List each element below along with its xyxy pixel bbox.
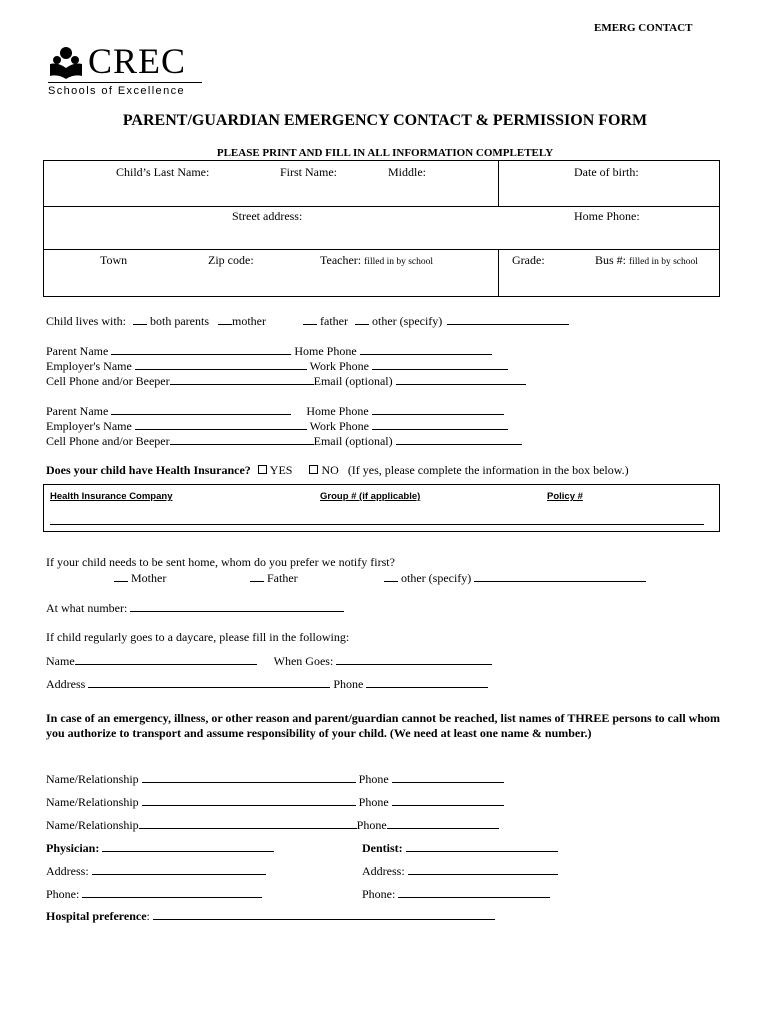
daycare-name-field[interactable] (75, 653, 257, 665)
daycare-address-label: Address (46, 677, 86, 691)
parent1-work-phone-field[interactable] (372, 358, 508, 370)
parent1-cell-label: Cell Phone and/or Beeper (46, 374, 170, 388)
child-last-name-label: Child’s Last Name: (116, 165, 210, 179)
physician-address-row (46, 863, 266, 879)
physician-label: Physician: (46, 841, 100, 855)
parent2-name-row (46, 403, 504, 419)
notify-number-row (46, 600, 344, 616)
town-label: Town (100, 253, 128, 267)
hospital-label: Hospital preference (46, 909, 147, 923)
child-middle-label: Middle: (388, 165, 426, 179)
contact-relationship-label: Name/Relationship (46, 772, 139, 786)
contact-relationship-field[interactable] (142, 794, 356, 806)
emergency-contact-row-2 (46, 794, 504, 810)
teacher-note: filled in by school (364, 257, 434, 267)
notify-father-blank[interactable] (250, 570, 264, 582)
form-instruction: PLEASE PRINT AND FILL IN ALL INFORMATION COMPLETELY (216, 147, 554, 159)
parent2-name-label: Parent Name (46, 404, 109, 418)
notify-number-label: At what number: (46, 601, 128, 615)
insurance-yes-checkbox[interactable] (258, 465, 267, 474)
logo-name: CREC (88, 41, 187, 81)
parent1-email-field[interactable] (396, 373, 526, 385)
row-divider (43, 206, 720, 207)
daycare-phone-field[interactable] (366, 676, 488, 688)
parent2-employer-label: Employer's Name (46, 419, 132, 433)
parent1-employer-label: Employer's Name (46, 359, 132, 373)
teacher-label (320, 253, 433, 268)
crec-logo (46, 41, 206, 104)
mother-blank[interactable] (218, 313, 232, 325)
parent2-email-field[interactable] (396, 433, 522, 445)
child-dob-label: Date of birth: (574, 165, 639, 179)
insurance-note: (If yes, please complete the information in the box below.) (347, 463, 629, 477)
notify-other-field[interactable] (474, 570, 646, 582)
insurance-question: Does your child have Health Insurance? (46, 463, 251, 477)
physician-phone-label: Phone: (46, 887, 80, 901)
parent1-name-label: Parent Name (46, 344, 109, 358)
insurance-no-checkbox[interactable] (309, 465, 318, 474)
notify-mother-label: Mother (131, 571, 167, 585)
parent1-name-row (46, 343, 492, 359)
home-phone-label: Home Phone: (574, 209, 640, 223)
emergency-contact-row-1 (46, 771, 504, 787)
dentist-label: Dentist: (362, 841, 403, 855)
physician-phone-row (46, 886, 262, 902)
insurance-policy-header: Policy # (547, 491, 583, 502)
hospital-row (46, 908, 495, 924)
parent2-name-field[interactable] (111, 403, 291, 415)
notify-other-option (384, 570, 646, 586)
hospital-colon: : (146, 909, 150, 923)
daycare-when-field[interactable] (336, 653, 492, 665)
insurance-no-label: NO (321, 463, 339, 477)
notify-father-option (250, 570, 298, 586)
logo-divider (48, 82, 202, 83)
lives-with-label: Child lives with: (46, 314, 127, 328)
dentist-phone-row (362, 886, 550, 902)
child-info-box (43, 160, 720, 297)
parent2-cell-row (46, 433, 522, 449)
dentist-address-label: Address: (362, 864, 405, 878)
parent2-cell-label: Cell Phone and/or Beeper (46, 434, 170, 448)
contact-phone-field[interactable] (392, 794, 504, 806)
daycare-name-row (46, 653, 492, 669)
dentist-phone-label: Phone: (362, 887, 396, 901)
child-first-name-label: First Name: (280, 165, 337, 179)
reader-icon (48, 46, 88, 80)
parent2-home-phone-field[interactable] (372, 403, 504, 415)
daycare-address-row (46, 676, 488, 692)
contact-relationship-label: Name/Relationship (46, 795, 139, 809)
hospital-field[interactable] (153, 908, 495, 920)
notify-mother-blank[interactable] (114, 570, 128, 582)
form-code: EMERG CONTACT (594, 22, 693, 34)
parent1-employer-row (46, 358, 508, 374)
notify-question: If your child needs to be sent home, whom do you prefer we notify first? (46, 555, 395, 569)
col-divider (498, 249, 499, 297)
parent1-name-field[interactable] (111, 343, 291, 355)
daycare-address-field[interactable] (88, 676, 330, 688)
contact-relationship-field[interactable] (139, 817, 357, 829)
dentist-row (362, 840, 558, 856)
notify-father-label: Father (267, 571, 298, 585)
contact-phone-field[interactable] (387, 817, 499, 829)
parent1-home-phone-label: Home Phone (294, 344, 357, 358)
both-parents-label: both parents (150, 314, 210, 328)
dentist-address-row (362, 863, 558, 879)
physician-field[interactable] (102, 840, 274, 852)
contact-phone-label: Phone (356, 818, 387, 832)
notify-other-label: other (specify) (401, 571, 472, 585)
contact-phone-label: Phone (358, 772, 389, 786)
parent1-email-label: Email (optional) (313, 374, 393, 388)
physician-address-field[interactable] (92, 863, 266, 875)
other-blank[interactable] (355, 313, 369, 325)
daycare-when-label: When Goes: (273, 654, 334, 668)
parent2-employer-field[interactable] (135, 418, 307, 430)
notify-mother-option (114, 570, 166, 586)
bus-label-text: Bus #: (595, 253, 627, 267)
parent2-employer-row (46, 418, 508, 434)
emergency-contact-row-3 (46, 817, 499, 833)
bus-label (595, 253, 698, 268)
col-divider (498, 160, 499, 206)
parent1-employer-field[interactable] (135, 358, 307, 370)
contact-relationship-label: Name/Relationship (46, 818, 139, 832)
father-label: father (320, 314, 348, 328)
insurance-entry-line[interactable] (50, 524, 704, 525)
notify-other-blank[interactable] (384, 570, 398, 582)
parent2-work-phone-label: Work Phone (309, 419, 369, 433)
emergency-instructions: In case of an emergency, illness, or other reason and parent/guardian cannot be reached, list names of THREE persons to call whom you authorize to transport and assume responsibility of your child. (We need at least one name & number.) (46, 711, 721, 740)
parent2-work-phone-field[interactable] (372, 418, 508, 430)
lives-with-row (46, 313, 569, 329)
zip-label: Zip code: (208, 253, 254, 267)
daycare-phone-label: Phone (333, 677, 364, 691)
page-title: PARENT/GUARDIAN EMERGENCY CONTACT & PERMISSION FORM (122, 112, 648, 129)
daycare-intro: If child regularly goes to a daycare, please fill in the following: (46, 630, 350, 644)
contact-phone-field[interactable] (392, 771, 504, 783)
mother-label: mother (232, 314, 267, 328)
parent1-work-phone-label: Work Phone (309, 359, 369, 373)
physician-row (46, 840, 274, 856)
dentist-field[interactable] (406, 840, 558, 852)
notify-number-field[interactable] (130, 600, 344, 612)
parent2-home-phone-label: Home Phone (306, 404, 369, 418)
daycare-name-label: Name (46, 654, 75, 668)
contact-relationship-field[interactable] (142, 771, 356, 783)
physician-address-label: Address: (46, 864, 89, 878)
parent2-cell-field[interactable] (170, 433, 314, 445)
both-parents-blank[interactable] (133, 313, 147, 325)
logo-tagline: Schools of Excellence (48, 85, 186, 97)
contact-phone-label: Phone (358, 795, 389, 809)
parent1-cell-field[interactable] (170, 373, 314, 385)
parent2-email-label: Email (optional) (313, 434, 393, 448)
other-label: other (specify) (372, 314, 443, 328)
father-blank[interactable] (303, 313, 317, 325)
insurance-row (46, 463, 629, 478)
grade-label: Grade: (512, 253, 545, 267)
insurance-company-header: Health Insurance Company (50, 491, 173, 502)
insurance-group-header: Group # (if applicable) (320, 491, 421, 502)
other-specify-field[interactable] (447, 313, 569, 325)
street-address-label: Street address: (232, 209, 303, 223)
parent1-cell-row (46, 373, 526, 389)
row-divider (43, 249, 720, 250)
dentist-address-field[interactable] (408, 863, 558, 875)
dentist-phone-field[interactable] (398, 886, 550, 898)
bus-note: filled in by school (629, 257, 698, 267)
physician-phone-field[interactable] (82, 886, 262, 898)
parent1-home-phone-field[interactable] (360, 343, 492, 355)
insurance-yes-label: YES (269, 463, 293, 477)
teacher-label-text: Teacher: (320, 253, 362, 267)
